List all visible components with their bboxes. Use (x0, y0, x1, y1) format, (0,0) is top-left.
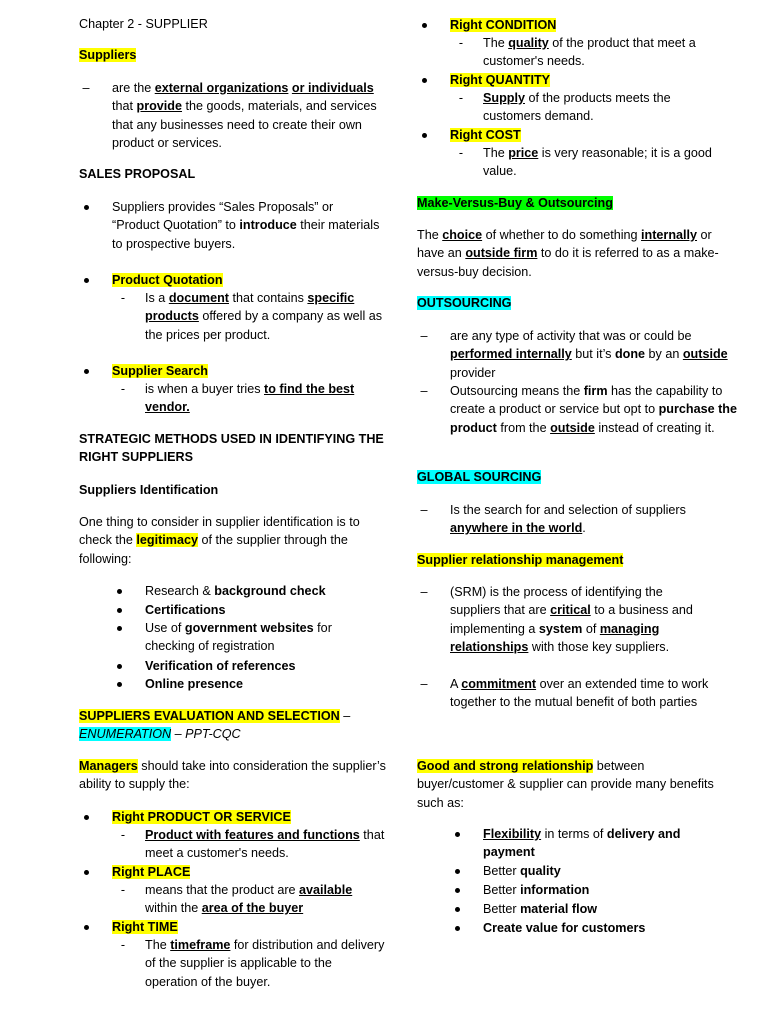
evaluation-heading: SUPPLIERS EVALUATION AND SELECTION – ENUMERATION – PPT-CQC (79, 709, 351, 742)
managers-text: Managers should take into consideration the supplier’s ability to supply the: (79, 759, 386, 792)
sales-proposal-heading: SALES PROPOSAL (79, 167, 196, 181)
mvb-text: The choice of whether to do something internally or have an outside firm to do it is referred to as a make-versus-buy decision. (417, 228, 719, 279)
strategic-heading: STRATEGIC METHODS USED IN IDENTIFYING THE RIGHT SUPPLIERS (79, 432, 384, 465)
identification-heading: Suppliers Identification (79, 483, 219, 497)
relationship-text: Good and strong relationship between buyer/customer & supplier can provide many benefits such as: (417, 759, 714, 810)
mvb-heading: Make-Versus-Buy & Outsourcing (417, 196, 613, 210)
outsourcing-heading: OUTSOURCING (417, 296, 512, 310)
identification-text: One thing to consider in supplier identification is to check the legitimacy of the supplier through the following: (79, 515, 360, 566)
suppliers-heading: Suppliers (79, 48, 137, 62)
global-heading: GLOBAL SOURCING (417, 470, 542, 484)
chapter-title: Chapter 2 - SUPPLIER (79, 17, 208, 31)
srm-heading: Supplier relationship management (417, 553, 624, 567)
